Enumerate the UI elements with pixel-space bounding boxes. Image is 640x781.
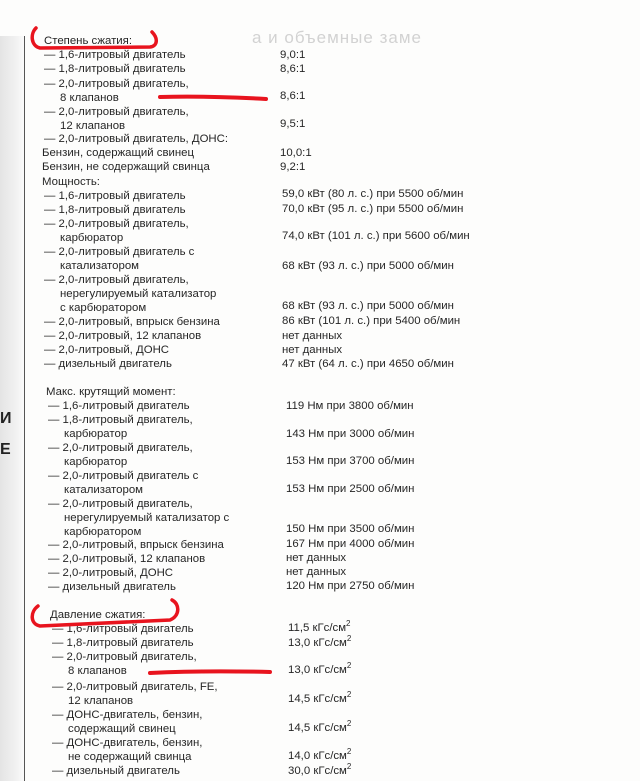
spec-value: 9,5:1 [280,118,306,130]
bleed-through-heading: а и объемные заме [252,28,422,47]
unit-exponent: 2 [346,762,352,772]
spec-label: — 2,0-литровый двигатель, [48,498,193,510]
section-heading: Давление сжатия: [50,609,146,621]
spec-label-cont: 12 клапанов [60,120,126,132]
spec-value: нет данных [282,344,343,356]
spec-value: нет данных [286,552,347,564]
unit-label: кГс/см [312,622,347,634]
spec-label: — дизельный двигатель [48,581,176,593]
spec-label-cont: карбюратор [64,428,128,440]
unit-exponent: 2 [346,747,352,757]
spec-value: 68 кВт (93 л. с.) при 5000 об/мин [282,300,454,312]
spec-label: — 2,0-литровый двигатель с [44,246,195,258]
spec-label: — 2,0-литровый, ДОНС [48,567,174,579]
spec-label-cont: карбюратор [64,456,128,468]
spec-label: — 2,0-литровый двигатель с [48,470,199,482]
spec-label: — 2,0-литровый двигатель, [44,218,189,230]
unit-label: кГс/см [313,693,347,705]
spec-label-cont: 8 клапанов [60,92,119,104]
spec-value: 9,2:1 [280,161,306,173]
spec-label: — 2,0-литровый двигатель, ДОНС: [44,133,229,145]
spec-label: — дизельный двигатель [44,358,172,370]
spec-label: — 1,6-литровый двигатель [44,190,186,202]
section-heading: Мощность: [42,176,100,188]
spec-label-cont: катализатором [64,484,143,496]
spec-label-cont: 8 клапанов [68,665,127,677]
spec-value: 14,5 кГс/$см^2$ [288,719,352,734]
spec-label: — 1,6-литровый двигатель [48,400,190,412]
spec-value: 150 Нм при 3500 об/мин [286,523,415,535]
unit-exponent: 2 [346,619,351,629]
spec-label-cont: карбюратор [60,232,124,244]
spec-label: — 2,0-литровый, 12 клапанов [48,553,206,565]
spec-value: 59,0 кВт (80 л. с.) при 5500 об/мин [282,188,464,200]
spec-label: — 1,8-литровый двигатель [52,637,194,649]
spec-label: — 1,6-литровый двигатель [44,49,186,61]
spec-value: 167 Нм при 4000 об/мин [286,538,415,550]
spec-label: — ДОНС-двигатель, бензин, [52,737,203,749]
spec-value: 14,5 кГс/$см^2$ [288,690,352,705]
spec-value: 9,0:1 [280,49,306,61]
unit-exponent: 2 [346,634,352,644]
spec-label: — 2,0-литровый двигатель, FE, [52,681,218,693]
spec-value: 10,0:1 [280,147,312,159]
section-heading: Степень сжатия: [44,35,132,47]
heading-circle-mark [32,28,156,48]
spec-label: — дизельный двигатель [52,765,180,777]
spec-value: 47 кВт (64 л. с.) при 4650 об/мин [282,358,454,370]
spec-label: Бензин, содержащий свинец [42,147,195,159]
unit-label: кГс/см [313,722,347,734]
spec-label: — 2,0-литровый двигатель, [44,274,189,286]
spec-value: 153 Нм при 2500 об/мин [286,483,415,495]
spec-value: 30,0 кГс/$см^2$ [288,762,352,777]
spec-value: 14,0 кГс/$см^2$ [288,747,352,762]
spec-label-cont: 12 клапанов [68,695,134,707]
unit-label: кГс/см [313,765,347,777]
edge-letter: Е [0,441,11,458]
spec-label-cont: с карбюратором [60,302,147,314]
spec-label: — 2,0-литровый двигатель, [44,106,189,118]
spec-value: 11,5 кГс/$см^2$ [288,619,351,634]
spec-label: — 2,0-литровый, впрыск бензина [48,539,224,551]
spec-value: 68 кВт (93 л. с.) при 5000 об/мин [282,260,454,272]
spec-label: — 1,6-литровый двигатель [52,623,194,635]
spec-value: нет данных [282,330,343,342]
spec-label-cont: нерегулируемый катализатор [60,288,217,300]
spec-label-cont: содержащий свинец [68,723,176,735]
unit-label: кГс/см [313,750,347,762]
spec-label-cont: нерегулируемый катализатор с [64,512,230,524]
underline-mark [150,671,270,673]
spec-label: — 2,0-литровый двигатель, [44,78,189,90]
spec-value: 153 Нм при 3700 об/мин [286,455,415,467]
spec-label: — 1,8-литровый двигатель [44,63,186,75]
spec-label-cont: карбюратором [64,526,142,538]
spec-value: 143 Нм при 3000 об/мин [286,428,415,440]
spec-value: 13,0 кГс/$см^2$ [288,634,352,649]
spec-label: — 2,0-литровый двигатель, [48,442,193,454]
unit-label: кГс/см [313,664,347,676]
spec-value: 8,6:1 [280,63,306,75]
spec-value: 120 Нм при 2750 об/мин [286,580,415,592]
heading-circle-mark [32,600,178,626]
spec-label: — ДОНС-двигатель, бензин, [52,709,203,721]
spec-value: 13,0 кГс/$см^2$ [288,661,352,676]
spec-label-cont: не содержащий свинца [68,751,192,763]
unit-exponent: 2 [346,719,352,729]
spec-label-cont: катализатором [60,260,139,272]
edge-letter: И [0,410,12,427]
unit-exponent: 2 [346,690,352,700]
spec-value: 119 Нм при 3800 об/мин [286,400,414,412]
spec-label: — 2,0-литровый двигатель, [52,651,197,663]
spec-value: 86 кВт (101 л. с.) при 5400 об/мин [282,315,461,327]
spec-label: Бензин, не содержащий свинца [42,161,210,173]
underline-mark [160,97,266,99]
spec-label: — 1,8-литровый двигатель [44,204,186,216]
spec-value: 70,0 кВт (95 л. с.) при 5500 об/мин [282,203,464,215]
spec-label: — 2,0-литровый, ДОНС [44,344,170,356]
spec-value: нет данных [286,566,347,578]
spec-label: — 2,0-литровый, 12 клапанов [44,330,202,342]
spec-value: 74,0 кВт (101 л. с.) при 5600 об/мин [282,230,470,242]
unit-exponent: 2 [346,661,352,671]
section-heading: Макс. крутящий момент: [46,386,176,398]
spec-label: — 1,8-литровый двигатель, [48,414,193,426]
unit-label: кГс/см [313,637,347,649]
spec-label: — 2,0-литровый, впрыск бензина [44,316,220,328]
spec-value: 8,6:1 [280,90,306,102]
